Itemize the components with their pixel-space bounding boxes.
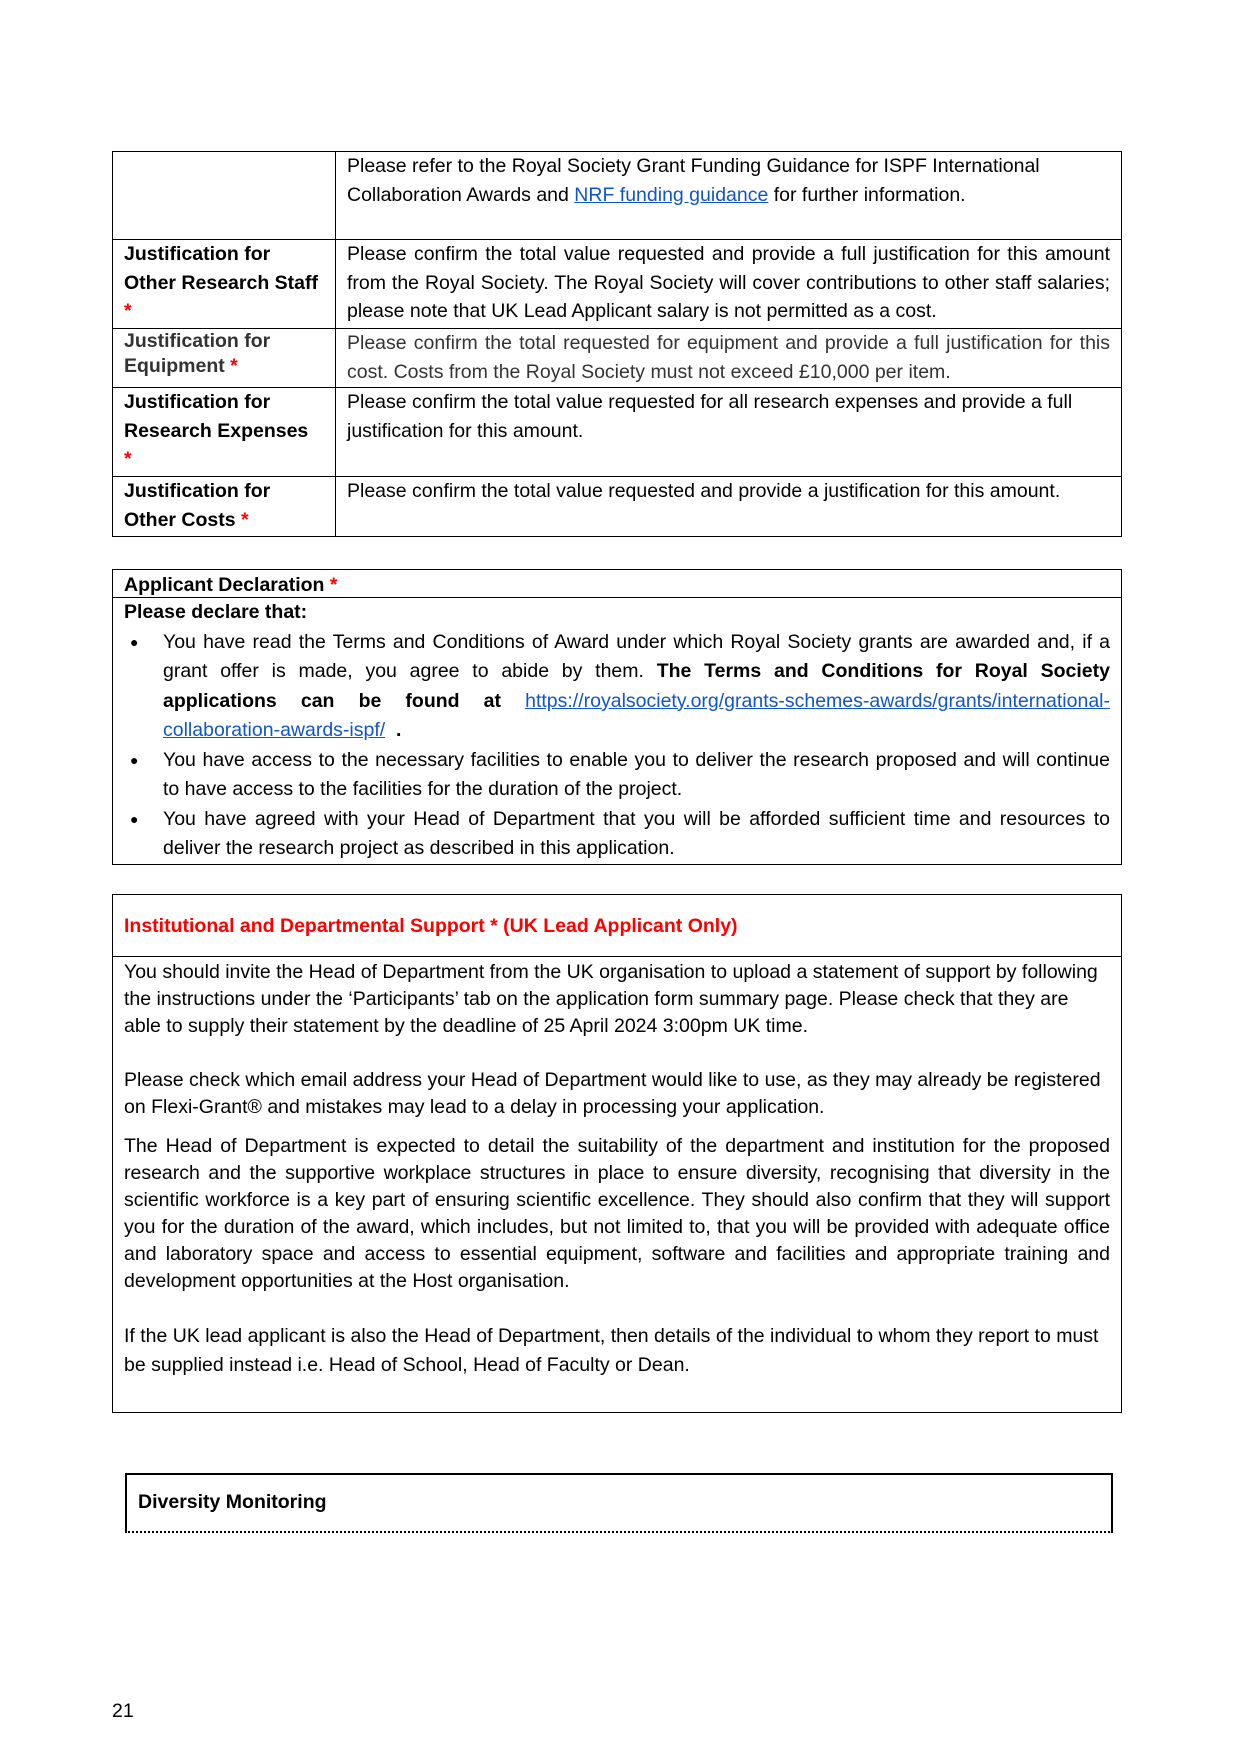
table-row — [113, 388, 1122, 477]
row-label — [113, 240, 336, 329]
support-paragraph: If the UK lead applicant is also the Head of Department, then details of the individual to whom they report to must be supplied instead i.e. Head of School, Head of Faculty or Dean. — [124, 1325, 1099, 1376]
row-description: Please confirm the total requested for equipment and provide a full justification for this cost. Costs from the Royal Society must not exceed £10,000 per item. — [336, 329, 1122, 388]
table-row — [113, 477, 1122, 537]
reference-text — [336, 152, 1122, 240]
declaration-list — [124, 628, 1110, 864]
nrf-funding-guidance-link[interactable]: NRF funding guidance — [574, 183, 769, 206]
required-asterisk: * — [329, 574, 338, 596]
label-text: Justification for Research Expenses — [124, 391, 309, 442]
diversity-monitoring-box — [125, 1473, 1113, 1533]
support-paragraph: You should invite the Head of Department from the UK organisation to upload a statement of support by following the instructions under the ‘Participants’ tab on the application form summary page. Please check that they are able to supply their statement by the deadline of 25 April 2024 3:00pm UK time. — [124, 961, 1098, 1037]
support-paragraph: The Head of Department is expected to detail the suitability of the department and institution for the proposed research and the supportive workplace structures in place to ensure diversity, recognising that diversity in the scientific workforce is a key part of ensuring scientific excellence. They should also confirm that they will support you for the duration of the award, which includes, but not limited to, that you will be provided with adequate office and laboratory space and access to essential equipment, software and facilities and appropriate training and development opportunities at the Host organisation. — [124, 1135, 1110, 1292]
table-row — [113, 152, 1122, 240]
list-item — [124, 746, 1110, 805]
item-bold-text: The Terms and Conditions for Royal Society applications can be found at — [163, 660, 1110, 712]
table-row — [113, 329, 1122, 388]
list-item — [124, 628, 1110, 746]
item-text: You have read the Terms and Conditions of Award under which Royal Society grants are awarded and, if a grant offer is made, you agree to abide by them. — [163, 630, 1110, 682]
bullet-icon: ● — [130, 751, 139, 768]
row-description: Please confirm the total value requested and provide a justification for this amount. — [336, 477, 1122, 537]
required-asterisk: * — [124, 300, 132, 322]
item-text: You have agreed with your Head of Department that you will be afforded sufficient time and resources to deliver the research project as described in this application. — [163, 807, 1110, 859]
list-item — [124, 805, 1110, 864]
bullet-icon: ● — [130, 810, 139, 827]
institutional-support-box — [112, 894, 1122, 1413]
label-text: Justification for Other Research Staff — [124, 243, 318, 294]
diversity-title: Diversity Monitoring — [138, 1491, 327, 1513]
item-end: . — [396, 719, 402, 741]
required-asterisk: * — [241, 508, 249, 531]
row-description: Please confirm the total value requested for all research expenses and provide a full justification for this amount. — [336, 388, 1122, 477]
empty-label-cell — [113, 152, 336, 240]
declaration-intro: Please declare that: — [124, 601, 308, 623]
reference-text-start: Please refer to the Royal Society Grant Funding Guidance for ISPF International Collaboration Awards and — [347, 155, 1040, 206]
declaration-heading — [113, 570, 1121, 598]
page-number: 21 — [112, 1700, 134, 1722]
reference-text-end: for further information. — [768, 183, 966, 206]
row-label — [113, 477, 336, 537]
label-text: Justification for Equipment — [124, 330, 271, 377]
row-label — [113, 329, 336, 388]
required-asterisk: * — [230, 355, 238, 377]
terms-conditions-link[interactable]: https://royalsociety.org/grants-schemes-awards/grants/international-collaboration-awards-ispf/ — [163, 689, 1111, 741]
declaration-title: Applicant Declaration — [124, 574, 325, 596]
support-paragraph: Please check which email address your Head of Department would like to use, as they may already be registered on Flexi-Grant® and mistakes may lead to a delay in processing your application. — [124, 1069, 1101, 1118]
item-text: You have access to the necessary facilities to enable you to deliver the research proposed and will continue to have access to the facilities for the duration of the project. — [163, 748, 1110, 800]
support-body — [113, 957, 1121, 1380]
bullet-icon: ● — [130, 633, 139, 650]
applicant-declaration-box — [112, 569, 1122, 865]
support-heading: Institutional and Departmental Support * (UK Lead Applicant Only) — [113, 895, 1121, 957]
declaration-body — [113, 598, 1121, 864]
table-row — [113, 240, 1122, 329]
label-text: Justification for Other Costs — [124, 480, 271, 531]
required-asterisk: * — [124, 448, 132, 470]
row-label — [113, 388, 336, 477]
justification-table — [112, 151, 1122, 537]
row-description: Please confirm the total value requested and provide a full justification for this amount from the Royal Society. The Royal Society will cover contributions to other staff salaries; please note that UK Lead Applicant salary is not permitted as a cost. — [336, 240, 1122, 329]
